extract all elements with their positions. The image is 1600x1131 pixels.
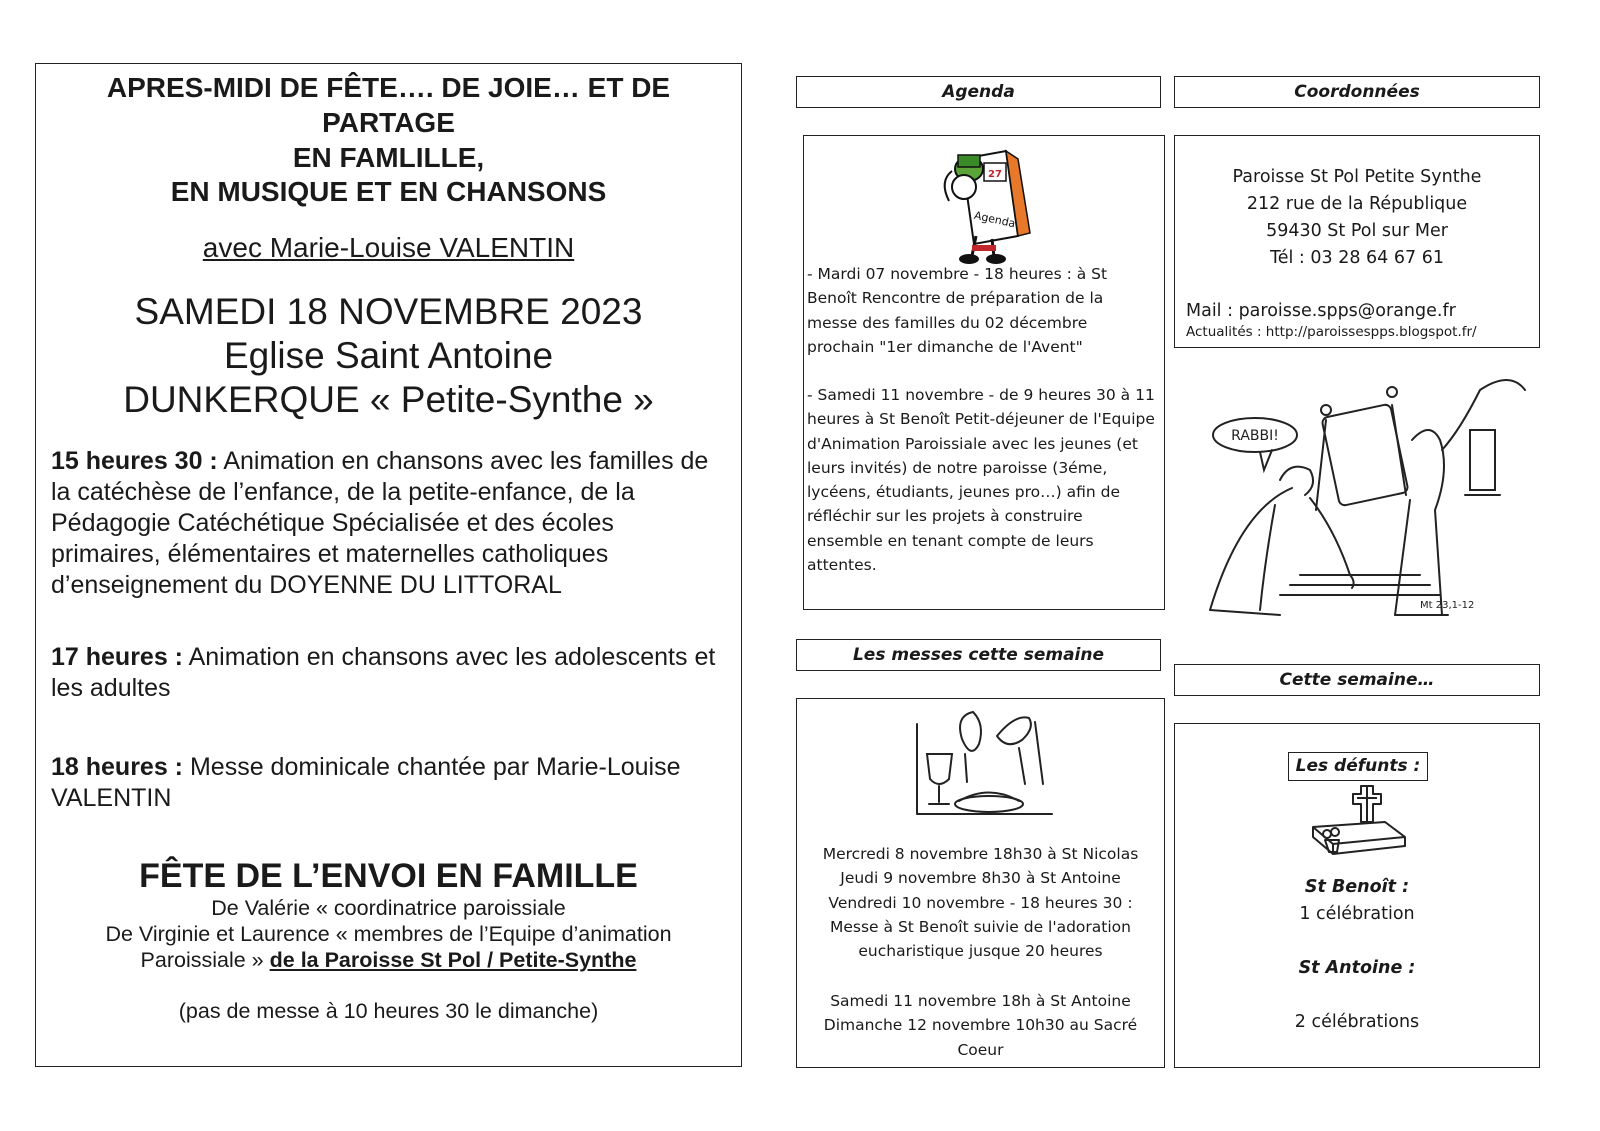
fete-line-3 <box>36 947 741 974</box>
program-item-1 <box>51 446 726 601</box>
mass-line: Vendredi 10 novembre - 18 heures 30 : <box>828 893 1133 912</box>
grave-icon <box>1305 782 1415 864</box>
semaine-panel <box>1174 723 1540 1068</box>
agenda-header: Agenda <box>796 76 1161 108</box>
coordonnees-header: Coordonnées <box>1174 76 1540 108</box>
address-line: 59430 St Pol sur Mer <box>1266 221 1448 241</box>
coordonnees-panel <box>1174 135 1540 348</box>
fete-line-1: De Valérie « coordinatrice paroissiale <box>211 896 566 920</box>
defunts-list <box>1175 874 1539 1036</box>
agenda-mascot-icon <box>934 141 1044 266</box>
mass-line: Jeudi 9 novembre 8h30 à St Antoine <box>840 869 1121 888</box>
program-time: 18 heures : <box>51 753 184 781</box>
messes-header: Les messes cette semaine <box>796 639 1161 671</box>
mass-line: Coeur <box>957 1040 1004 1059</box>
event-title-line-1: APRES-MIDI DE FÊTE…. DE JOIE… ET DE <box>106 72 671 103</box>
event-date: SAMEDI 18 NOVEMBRE 2023 <box>134 291 643 332</box>
mass-line: eucharistique jusque 20 heures <box>858 942 1103 961</box>
mass-line: Messe à St Benoît suivie de l'adoration <box>830 917 1131 936</box>
event-title-line-2: PARTAGE <box>322 107 455 138</box>
event-performer: avec Marie-Louise VALENTIN <box>202 232 575 263</box>
event-church: Eglise Saint Antoine <box>223 335 554 376</box>
messes-weekday-list <box>797 842 1164 963</box>
event-title-line-3: EN FAMLILLE, <box>292 142 485 173</box>
fete-line-3-start: Paroissiale » <box>140 948 270 972</box>
program-item-3 <box>51 752 726 814</box>
agenda-item-2: - Samedi 11 novembre - de 9 heures 30 à 11 heures à St Benoît Petit-déjeuner de l'Equipe d'Animation Paroissiale avec les jeunes (et leurs invités) de notre paroisse (3éme, lycéens, étudiants, jeunes pro…) afin de réfléchir sur les projets à construire ensemble en tenant compte de leurs attentes. <box>807 386 1155 575</box>
program-time: 15 heures 30 : <box>51 447 218 475</box>
mass-line: Mercredi 8 novembre 18h30 à St Nicolas <box>822 845 1139 863</box>
actualites-link[interactable]: Actualités : http://paroissespps.blogspot.fr/ <box>1186 324 1477 340</box>
program-text: Messe dominicale chantée par Marie-Louise VALENTIN <box>51 753 681 812</box>
address-line: 212 rue de la République <box>1246 194 1468 214</box>
mail-line: Mail : paroisse.spps@orange.fr <box>1186 301 1456 321</box>
semaine-header: Cette semaine… <box>1174 664 1540 696</box>
speech-bubble-text: RABBI! <box>1231 428 1279 444</box>
mass-line: Samedi 11 novembre 18h à St Antoine <box>830 992 1131 1010</box>
program-time: 17 heures : <box>51 643 184 671</box>
program-item-2 <box>51 642 726 704</box>
defunts-label: Les défunts : <box>1288 752 1428 781</box>
rabbi-illustration <box>1180 370 1525 635</box>
parish-address <box>1175 164 1539 272</box>
eucharist-icon <box>907 704 1057 819</box>
benoit-label: St Benoît : <box>1304 877 1410 897</box>
mascot-label: Agenda <box>972 208 1017 231</box>
agenda-panel <box>803 135 1165 610</box>
parish-name: de la Paroisse St Pol / Petite-Synthe <box>269 948 637 972</box>
event-city: DUNKERQUE « Petite-Synthe » <box>123 379 654 420</box>
phone-line: Tél : 03 28 64 67 61 <box>1270 248 1444 268</box>
program-text: Animation en chansons avec les familles de la catéchèse de l’enfance, de la petite-enfance, de la Pédagogie Catéchétique Spécialisée et des écoles primaires, élémentaires et maternelles catholiques d’enseignement du DOYENNE DU LITTORAL <box>51 447 709 599</box>
address-line: Paroisse St Pol Petite Synthe <box>1232 167 1482 187</box>
antoine-count: 2 célébrations <box>1294 1012 1420 1032</box>
mass-line: Dimanche 12 novembre 10h30 au Sacré <box>823 1016 1138 1035</box>
agenda-item-1: - Mardi 07 novembre - 18 heures : à St Benoît Rencontre de préparation de la messe des familles du 02 décembre prochain "1er dimanche de l'Avent" <box>807 265 1108 356</box>
fete-line-2: De Virginie et Laurence « membres de l’Equipe d’animation <box>105 922 672 946</box>
bible-reference: Mt 23,1-12 <box>1420 600 1475 611</box>
mascot-number: 27 <box>988 169 1002 180</box>
messes-panel <box>796 698 1165 1068</box>
program-text: Animation en chansons avec les adolescents et les adultes <box>51 643 716 702</box>
event-panel <box>35 63 742 1067</box>
mass-note: (pas de messe à 10 heures 30 le dimanche) <box>178 999 599 1023</box>
antoine-label: St Antoine : <box>1298 958 1416 978</box>
benoit-count: 1 célébration <box>1299 904 1415 924</box>
event-title-line-4: EN MUSIQUE ET EN CHANSONS <box>170 176 607 207</box>
messes-weekend-list <box>797 989 1164 1062</box>
fete-title: FÊTE DE L’ENVOI EN FAMILLE <box>139 857 638 895</box>
